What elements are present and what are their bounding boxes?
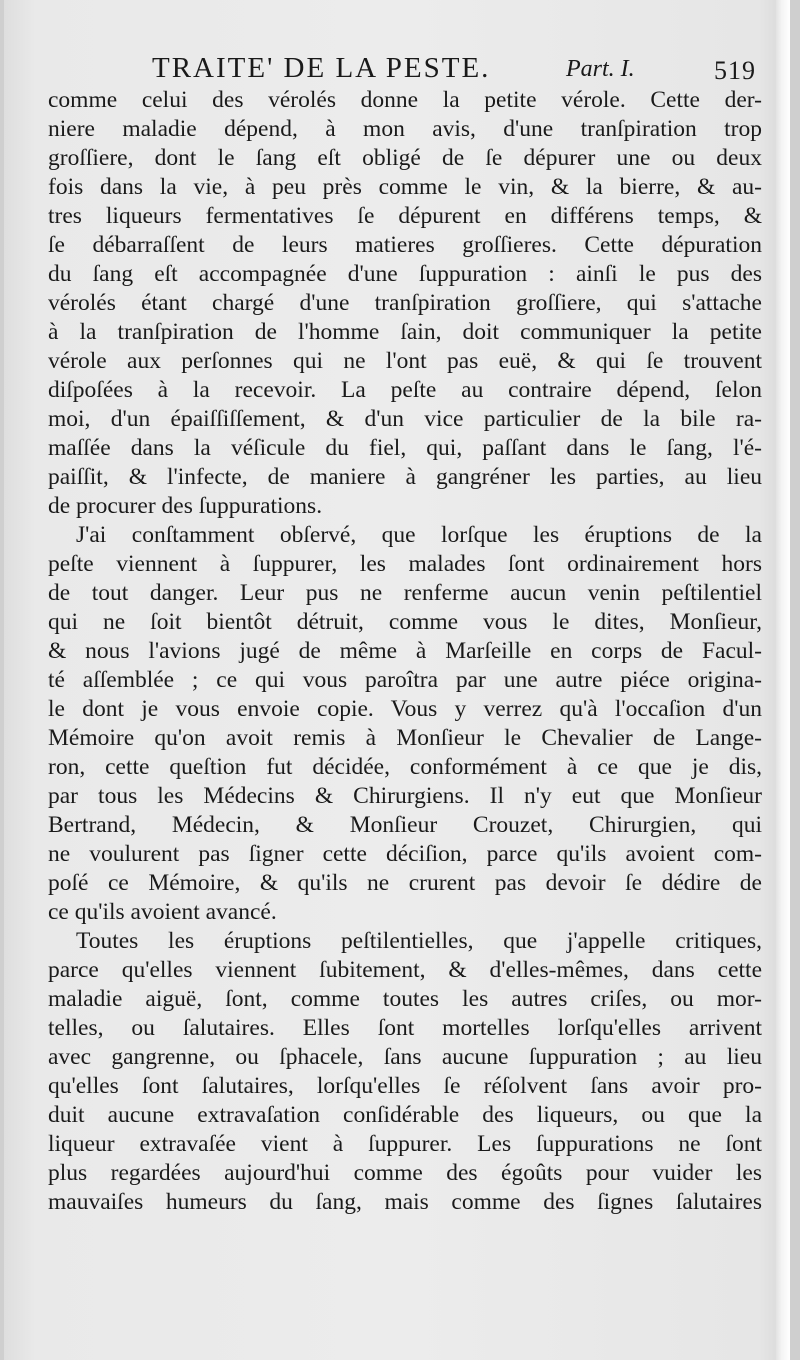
text-line: plus regardées aujourd'hui comme des égoûts pour vuider les bbox=[48, 1160, 762, 1186]
text-line: par tous les Médecins & Chirurgiens. Il n'y eut que Monſieur bbox=[48, 783, 762, 809]
text-line: liqueur extravaſée vient à ſuppurer. Les ſuppurations ne ſont bbox=[48, 1131, 762, 1157]
text-line: maladie aiguë, ſont, comme toutes les autres criſes, ou mor- bbox=[48, 986, 762, 1012]
text-line: poſé ce Mémoire, & qu'ils ne crurent pas devoir ſe dédire de bbox=[48, 870, 762, 896]
running-title: TRAITE' DE LA PESTE. bbox=[152, 52, 491, 84]
part-label: Part. I. bbox=[566, 56, 635, 82]
paragraph-first-line: J'ai conſtamment obſervé, que lorſque les éruptions de la bbox=[76, 522, 762, 548]
text-line: qui ne ſoit bientôt détruit, comme vous le dites, Monſieur, bbox=[48, 609, 762, 635]
text-line: duit aucune extravaſation conſidérable des liqueurs, ou que la bbox=[48, 1102, 762, 1128]
text-line: parce qu'elles viennent ſubitement, & d'elles-mêmes, dans cette bbox=[48, 957, 762, 983]
text-line: té aſſemblée ; ce qui vous paroîtra par une autre piéce origina- bbox=[48, 667, 762, 693]
text-line: moi, d'un épaiſſiſſement, & d'un vice particulier de la bile ra- bbox=[48, 406, 762, 432]
text-line: ne voulurent pas ſigner cette déciſion, parce qu'ils avoient com- bbox=[48, 841, 762, 867]
text-line: diſpoſées à la recevoir. La peſte au contraire dépend, ſelon bbox=[48, 377, 762, 403]
text-line: comme celui des vérolés donne la petite vérole. Cette der- bbox=[48, 87, 762, 113]
text-line: du ſang eſt accompagnée d'une ſuppuration : ainſi le pus des bbox=[48, 261, 762, 287]
book-page bbox=[4, 0, 790, 1360]
text-line: & nous l'avions jugé de même à Marſeille en corps de Facul- bbox=[48, 638, 762, 664]
text-line: le dont je vous envoie copie. Vous y verrez qu'à l'occaſion d'un bbox=[48, 696, 762, 722]
body-text bbox=[48, 86, 762, 1217]
text-line: niere maladie dépend, à mon avis, d'une tranſpiration trop bbox=[48, 116, 762, 142]
text-line: avec gangrenne, ou ſphacele, ſans aucune ſuppuration ; au lieu bbox=[48, 1044, 762, 1070]
text-line: vérolés étant chargé d'une tranſpiration groſſiere, qui s'attache bbox=[48, 290, 762, 316]
text-line: maſſée dans la véſicule du fiel, qui, paſſant dans le ſang, l'é- bbox=[48, 435, 762, 461]
text-line: ron, cette queſtion fut décidée, conformément à ce que je dis, bbox=[48, 754, 762, 780]
text-line: de tout danger. Leur pus ne renferme aucun venin peſtilentiel bbox=[48, 580, 762, 606]
text-line: ce qu'ils avoient avancé. bbox=[48, 899, 277, 925]
text-line: tres liqueurs fermentatives ſe dépurent en différens temps, & bbox=[48, 203, 762, 229]
text-line: paiſſit, & l'infecte, de maniere à gangréner les parties, au lieu bbox=[48, 464, 762, 490]
text-line: peſte viennent à ſuppurer, les malades ſont ordinairement hors bbox=[48, 551, 762, 577]
text-line: mauvaiſes humeurs du ſang, mais comme des ſignes ſalutaires bbox=[48, 1189, 762, 1215]
text-line: Mémoire qu'on avoit remis à Monſieur le Chevalier de Lange- bbox=[48, 725, 762, 751]
text-line: de procurer des ſuppurations. bbox=[48, 493, 323, 519]
text-line: qu'elles ſont ſalutaires, lorſqu'elles ſe réſolvent ſans avoir pro- bbox=[48, 1073, 762, 1099]
text-line: telles, ou ſalutaires. Elles ſont mortelles lorſqu'elles arrivent bbox=[48, 1015, 762, 1041]
text-line: ſe débarraſſent de leurs matieres groſſieres. Cette dépuration bbox=[48, 232, 762, 258]
running-header bbox=[144, 50, 759, 90]
text-line: fois dans la vie, à peu près comme le vin, & la bierre, & au- bbox=[48, 174, 762, 200]
text-line: Bertrand, Médecin, & Monſieur Crouzet, Chirurgien, qui bbox=[48, 812, 762, 838]
page-number: 519 bbox=[714, 56, 756, 85]
text-line: à la tranſpiration de l'homme ſain, doit communiquer la petite bbox=[48, 319, 762, 345]
paragraph-first-line: Toutes les éruptions peſtilentielles, que j'appelle critiques, bbox=[76, 928, 762, 954]
page-edge bbox=[776, 0, 790, 1360]
text-line: vérole aux perſonnes qui ne l'ont pas euë, & qui ſe trouvent bbox=[48, 348, 762, 374]
text-line: groſſiere, dont le ſang eſt obligé de ſe dépurer une ou deux bbox=[48, 145, 762, 171]
